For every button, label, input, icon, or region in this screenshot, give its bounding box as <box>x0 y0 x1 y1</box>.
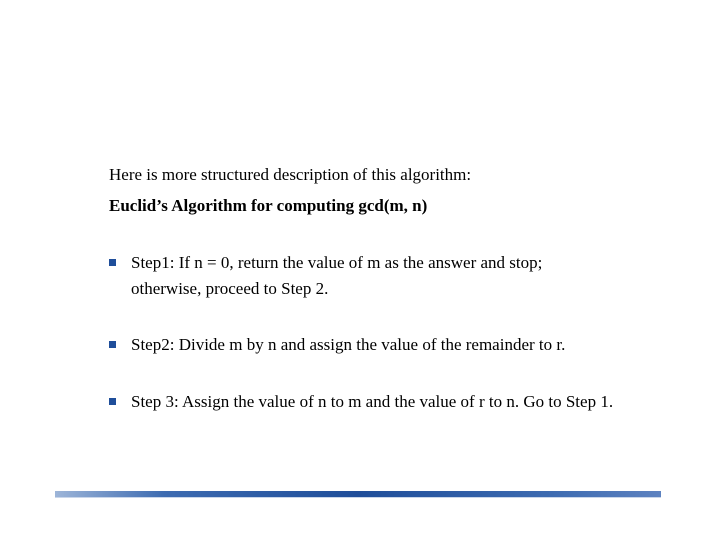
algorithm-heading: Euclid’s Algorithm for computing gcd(m, n) <box>109 196 428 215</box>
step-text: Step 3: Assign the value of n to m and the value of r to n. Go to Step 1. <box>131 392 614 411</box>
intro-text: Here is more structured description of this algorithm: <box>109 165 472 184</box>
footer-divider-bar <box>55 491 661 497</box>
step-list-item <box>109 332 709 358</box>
step-list-item <box>109 389 709 415</box>
step-text: Step1: If n = 0, return the value of m as the answer and stop; otherwise, proceed to Step 2. <box>131 253 543 298</box>
square-bullet-icon <box>109 259 116 266</box>
square-bullet-icon <box>109 341 116 348</box>
square-bullet-icon <box>109 398 116 405</box>
step-text: Step2: Divide m by n and assign the value of the remainder to r. <box>131 335 566 354</box>
step-list-item <box>109 250 709 302</box>
